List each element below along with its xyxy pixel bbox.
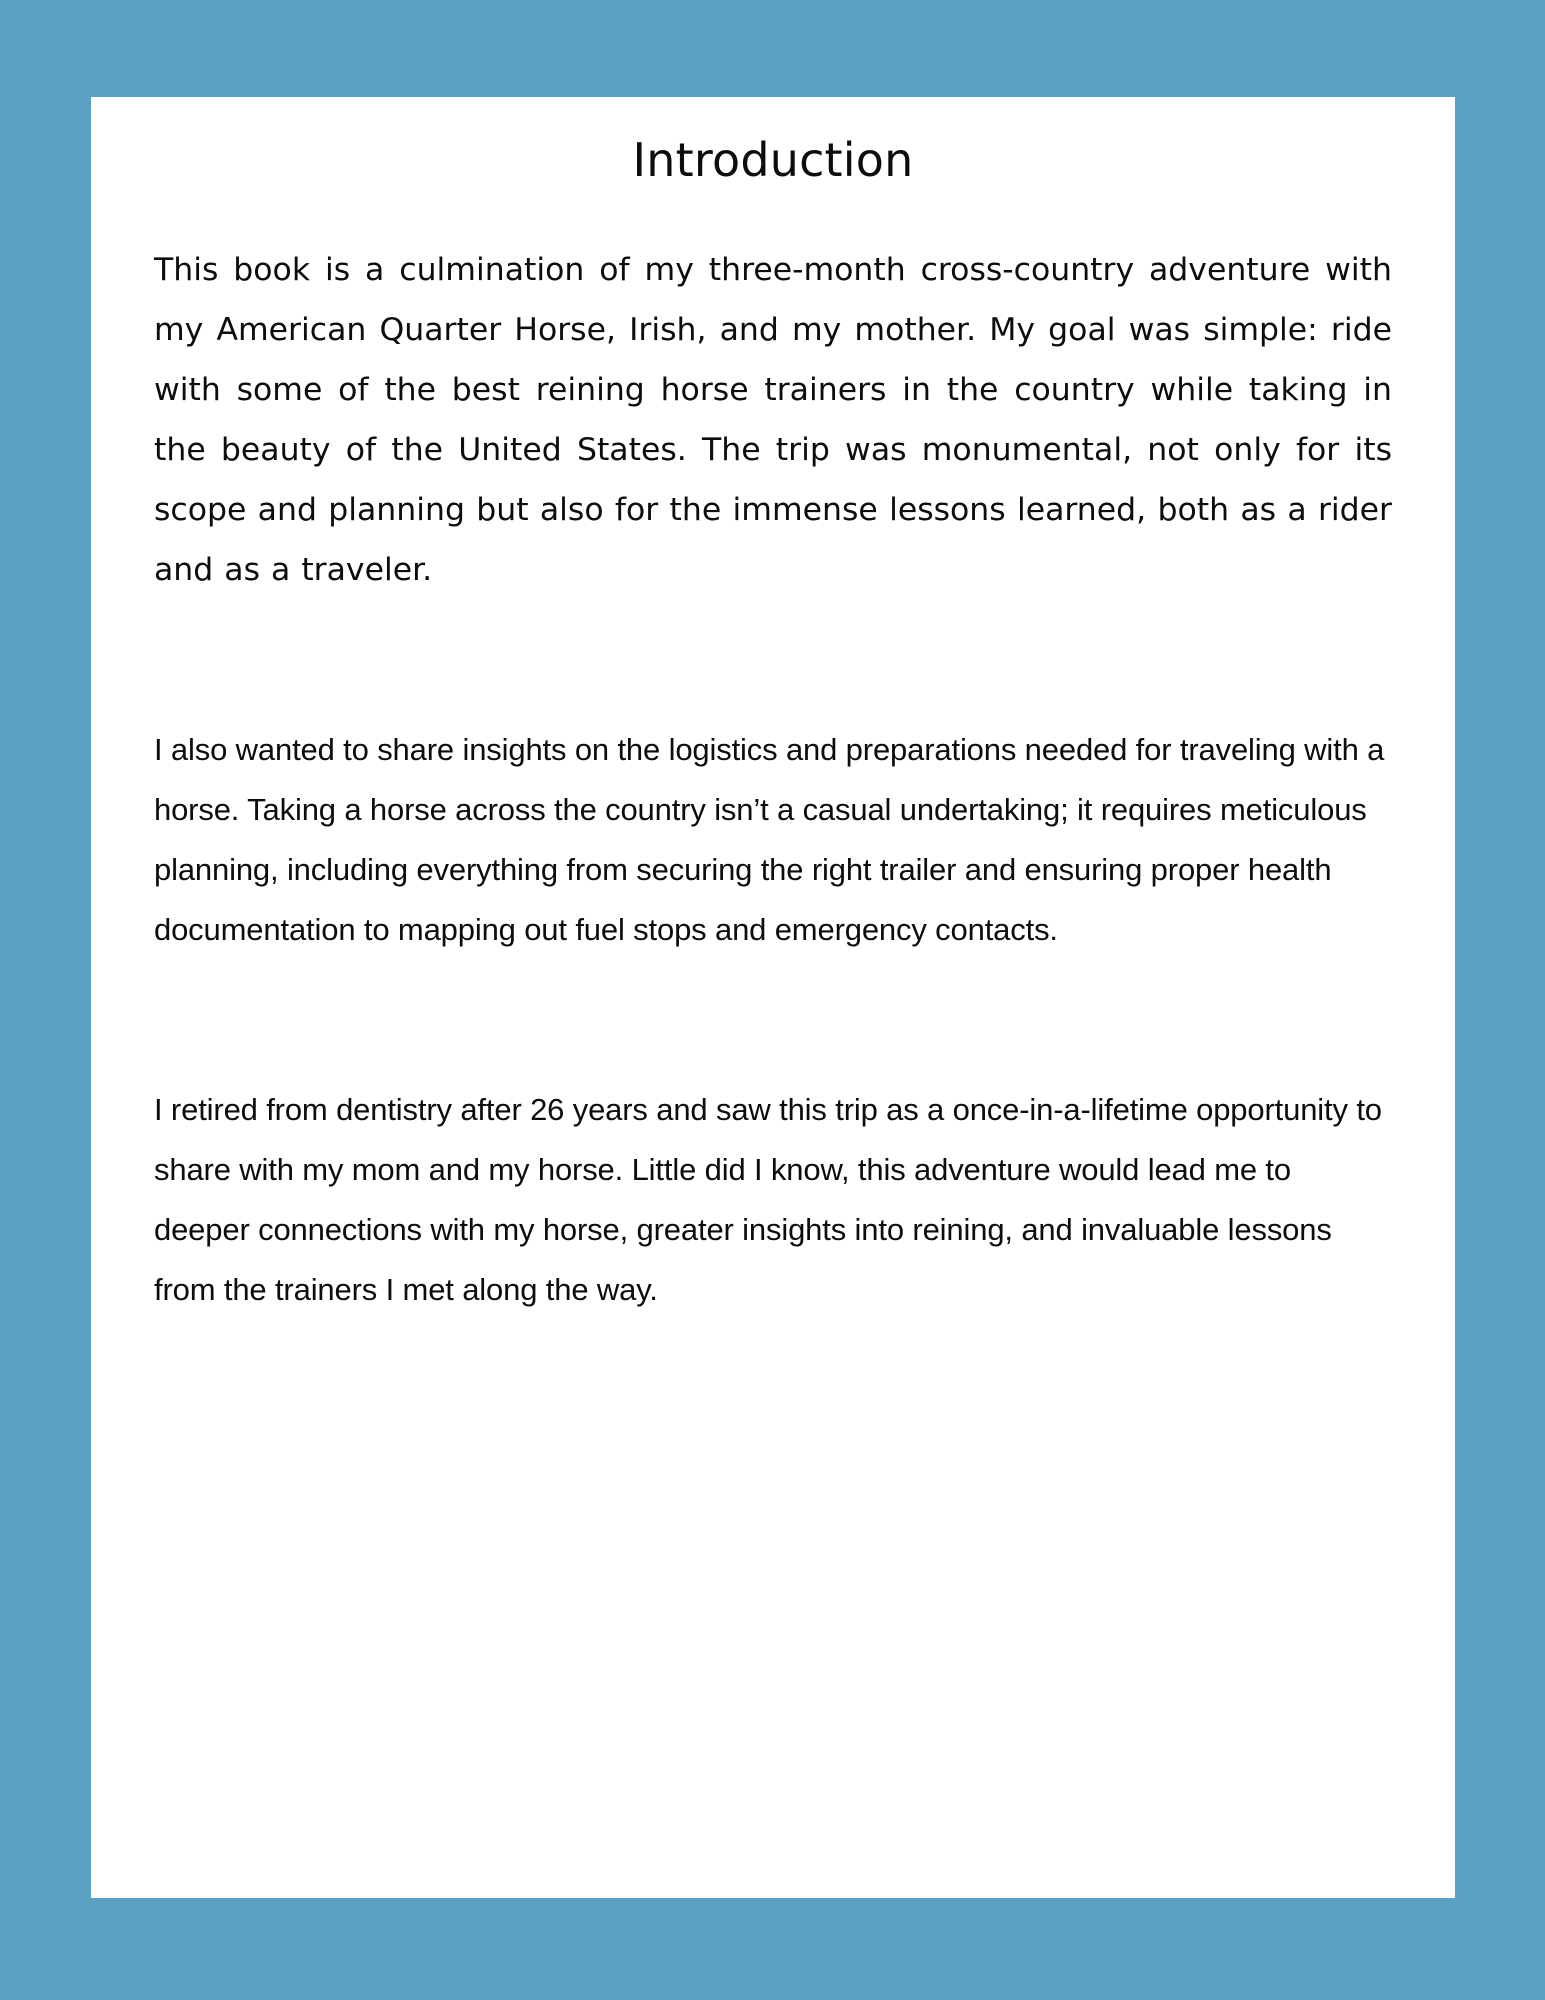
paragraph-intro-overview: This book is a culmination of my three-month cross-country adventure with my American Quarter Horse, Irish, and my mother. My goal was simple: ride with some of the best reining horse trainers in the country while taking in the beauty of the United States. The trip was monumental, not only for its scope and planning but also for the immense lessons learned, both as a rider and as a traveler. <box>154 252 1392 589</box>
paragraph-2-container <box>154 720 1392 960</box>
page-title: Introduction <box>632 133 914 187</box>
document-body <box>91 188 1455 1320</box>
paragraph-logistics: I also wanted to share insights on the logistics and preparations needed for traveling with a horse. Taking a horse across the country isn’t a casual undertaking; it requires meticulous planning, including everything from securing the right trailer and ensuring proper health documentation to mapping out fuel stops and emergency contacts. <box>154 732 1385 948</box>
document-page <box>91 97 1455 1898</box>
paragraph-personal-background: I retired from dentistry after 26 years and saw this trip as a once-in-a-lifetime opportunity to share with my mom and my horse. Little did I know, this adventure would lead me to deeper connections with my horse, greater insights into reining, and invaluable lessons from the trainers I met along the way. <box>154 1092 1382 1308</box>
paragraph-spacer-2 <box>154 660 1392 720</box>
paragraph-spacer-3 <box>154 960 1392 1020</box>
paragraph-3-container <box>154 1080 1392 1320</box>
paragraph-1-container <box>154 188 1392 600</box>
paragraph-spacer-1 <box>154 600 1392 660</box>
paragraph-spacer-4 <box>154 1020 1392 1080</box>
